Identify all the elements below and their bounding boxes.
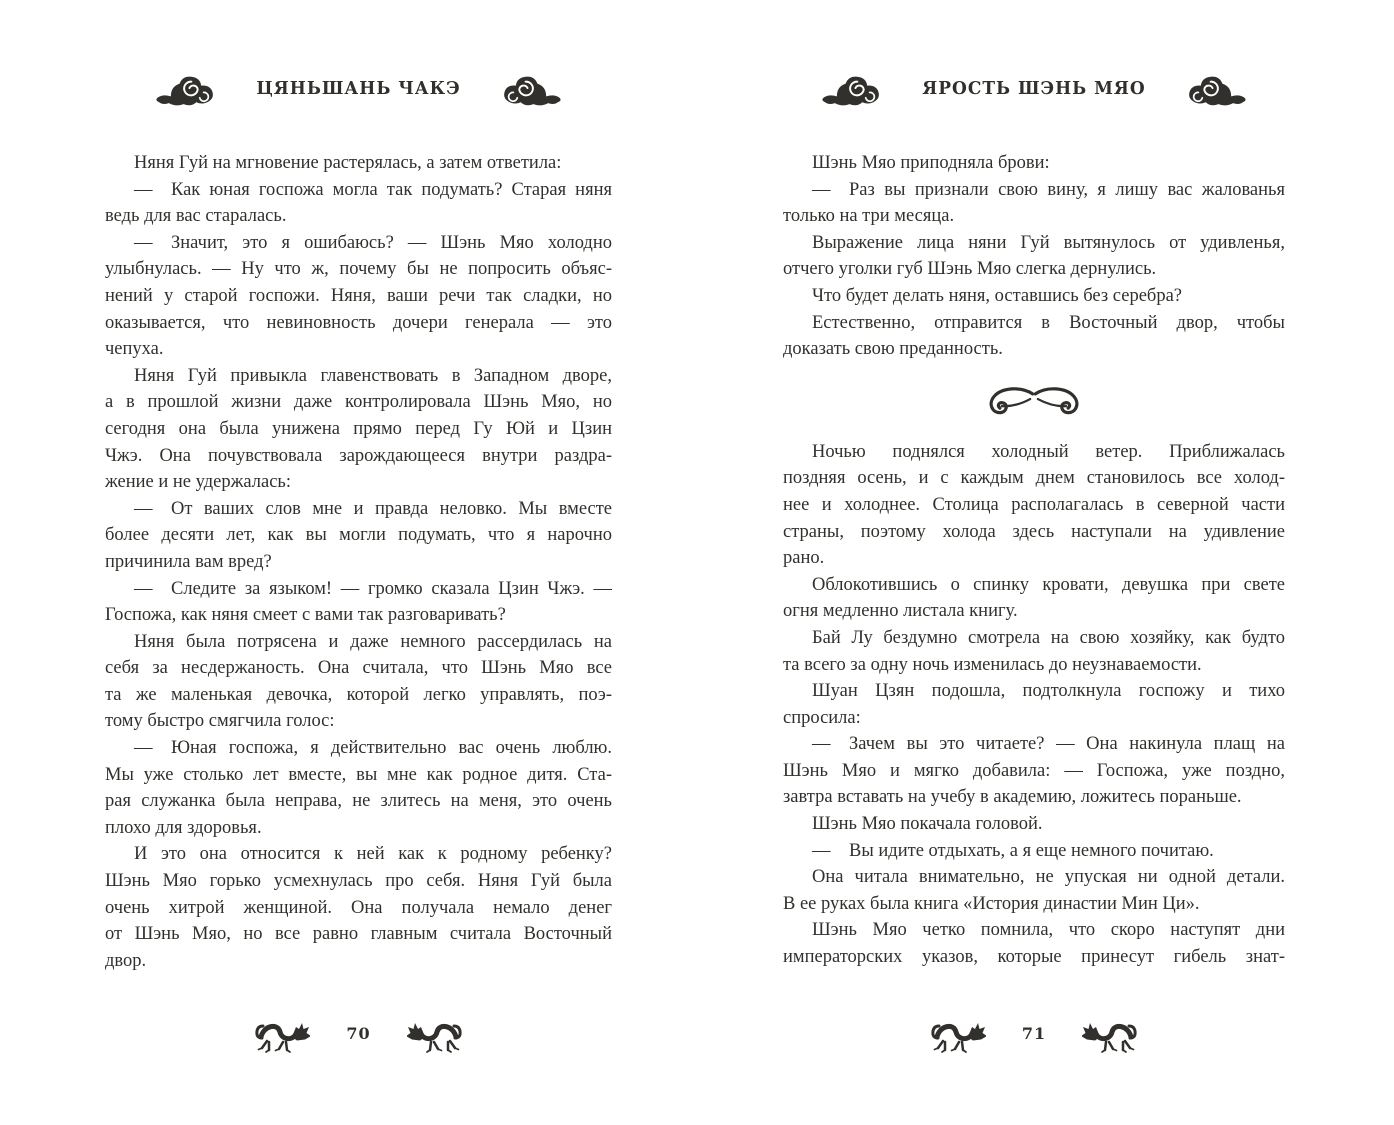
text-line: ведь для вас старалась. bbox=[105, 206, 287, 227]
paragraph bbox=[105, 841, 612, 974]
text-line: Шэнь Мяо горько усмехнулась про себя. Няня Гуй была bbox=[105, 871, 612, 892]
text-line: — Как юная госпожа могла так подумать? Старая няня bbox=[134, 179, 612, 200]
text-line: чепуха. bbox=[105, 339, 164, 360]
paragraph bbox=[783, 838, 1285, 865]
paragraph bbox=[783, 731, 1285, 811]
text-line: плохо для здоровья. bbox=[105, 817, 262, 838]
text-line: жение и не удержалась: bbox=[105, 472, 291, 493]
paragraph bbox=[105, 177, 612, 230]
text-line: Бай Лу бездумно смотрела на свою хозяйку, как будто bbox=[812, 627, 1285, 648]
cloud-ornament-icon bbox=[1184, 67, 1248, 111]
text-line: — Вы идите отдыхать, а я еще немного почитаю. bbox=[812, 840, 1214, 861]
text-line: себя за несдержаность. Она считала, что Шэнь Мяо все bbox=[105, 658, 612, 679]
text-line: от Шэнь Мяо, но все равно главным считала Восточный bbox=[105, 924, 612, 945]
text-line: тому быстро смягчила голос: bbox=[105, 711, 335, 732]
paragraph bbox=[105, 150, 612, 177]
cloud-ornament-icon bbox=[154, 67, 218, 111]
text-line: завтра вставать на учебу в академию, ложитесь пораньше. bbox=[783, 787, 1242, 808]
page-left bbox=[105, 0, 612, 1125]
text-line: страны, поэтому холода здесь наступали на удивление bbox=[783, 521, 1285, 542]
text-line: оказывается, что невиновность дочери генерала — это bbox=[105, 312, 612, 333]
paragraph bbox=[783, 864, 1285, 917]
paragraph bbox=[783, 177, 1285, 230]
text-line: двор. bbox=[105, 950, 147, 971]
text-line: — Юная госпожа, я действительно вас очень люблю. bbox=[134, 738, 612, 759]
text-line: — Значит, это я ошибаюсь? — Шэнь Мяо холодно bbox=[134, 232, 612, 253]
page-right-text-bottom bbox=[783, 439, 1285, 971]
text-line: Шэнь Мяо покачала головой. bbox=[812, 814, 1043, 835]
text-line: Няня Гуй привыкла главенствовать в Западном дворе, bbox=[134, 365, 612, 386]
text-line: Ночью поднялся холодный ветер. Приближалась bbox=[812, 441, 1285, 462]
page-left-text bbox=[105, 150, 612, 974]
paragraph bbox=[783, 572, 1285, 625]
paragraph bbox=[105, 576, 612, 629]
paragraph bbox=[105, 629, 612, 735]
text-line: Шуан Цзян подошла, подтолкнула госпожу и тихо bbox=[812, 681, 1285, 702]
text-line: Шэнь Мяо четко помнила, что скоро наступят дни bbox=[812, 920, 1285, 941]
text-line: а в прошлой жизни даже контролировала Шэнь Мяо, но bbox=[105, 392, 612, 413]
text-line: Она читала внимательно, не упуская ни одной детали. bbox=[812, 867, 1285, 888]
page-right bbox=[783, 0, 1285, 1125]
cloud-ornament-icon bbox=[820, 67, 884, 111]
paragraph bbox=[783, 310, 1285, 363]
page-right-text-top bbox=[783, 150, 1285, 363]
section-divider bbox=[783, 363, 1285, 439]
page-right-header bbox=[783, 64, 1285, 114]
text-line: — От ваших слов мне и правда неловко. Мы вместе bbox=[134, 498, 612, 519]
paragraph bbox=[783, 917, 1285, 970]
text-line: доказать свою преданность. bbox=[783, 339, 1003, 360]
text-line: Шэнь Мяо приподняла брови: bbox=[812, 153, 1050, 173]
paragraph bbox=[783, 678, 1285, 731]
text-line: Няня Гуй на мгновение растерялась, а затем ответила: bbox=[134, 153, 562, 173]
page-number-left: 70 bbox=[346, 1023, 371, 1043]
text-line: Что будет делать няня, оставшись без серебра? bbox=[812, 285, 1182, 306]
text-line: Госпожа, как няня смеет с вами так разговаривать? bbox=[105, 605, 506, 626]
running-head-right: ЯРОСТЬ ШЭНЬ МЯО bbox=[922, 78, 1146, 100]
text-line: улыбнулась. — Ну что ж, почему бы не попросить объяс- bbox=[105, 259, 612, 280]
text-line: огня медленно листала книгу. bbox=[783, 601, 1018, 622]
text-line: причинила вам вред? bbox=[105, 551, 272, 572]
page-right-footer bbox=[783, 1004, 1285, 1062]
text-line: та же маленькая девочка, которой легко управлять, поэ- bbox=[105, 684, 612, 705]
paragraph bbox=[783, 625, 1285, 678]
text-line: рано. bbox=[783, 548, 825, 569]
text-line: очень хитрой женщиной. Она получала немало денег bbox=[105, 897, 612, 918]
text-line: И это она относится к ней как к родному ребенку? bbox=[134, 844, 612, 865]
paragraph bbox=[783, 150, 1285, 177]
paragraph bbox=[105, 363, 612, 496]
text-line: Облокотившись о спинку кровати, девушка при свете bbox=[812, 574, 1285, 595]
text-line: поздняя осень, и с каждым днем становилось все холод- bbox=[783, 468, 1285, 489]
paragraph bbox=[105, 735, 612, 841]
text-line: нений у старой госпожи. Няня, ваши речи так сладки, но bbox=[105, 285, 612, 306]
paragraph bbox=[783, 230, 1285, 283]
paragraph bbox=[783, 811, 1285, 838]
text-line: — Зачем вы это читаете? — Она накинула плащ на bbox=[812, 734, 1285, 755]
dragon-ornament-icon bbox=[407, 1012, 463, 1055]
dragon-ornament-icon bbox=[930, 1012, 986, 1055]
text-line: более десяти лет, как вы могли подумать, что я нарочно bbox=[105, 525, 612, 546]
dragon-ornament-icon bbox=[254, 1012, 310, 1055]
page-right-text bbox=[783, 150, 1285, 971]
text-line: Чжэ. Она почувствовала зарождающееся внутри раздра- bbox=[105, 445, 612, 466]
page-left-footer bbox=[105, 1004, 612, 1062]
text-line: — Раз вы признали свою вину, я лишу вас жалованья bbox=[812, 179, 1285, 200]
paragraph bbox=[783, 439, 1285, 572]
text-line: Няня была потрясена и даже немного рассердилась на bbox=[134, 631, 612, 652]
text-line: сегодня она была унижена прямо перед Гу Юй и Цзин bbox=[105, 418, 612, 439]
text-line: рая служанка была неправа, не злитесь на меня, это очень bbox=[105, 791, 612, 812]
text-line: нее и холоднее. Столица располагалась в северной части bbox=[783, 494, 1285, 515]
paragraph bbox=[783, 283, 1285, 310]
text-line: Естественно, отправится в Восточный двор, чтобы bbox=[812, 312, 1285, 333]
text-line: — Следите за языком! — громко сказала Цзин Чжэ. — bbox=[134, 578, 612, 599]
text-line: отчего уголки губ Шэнь Мяо слегка дернулись. bbox=[783, 259, 1157, 280]
text-line: спросила: bbox=[783, 707, 861, 728]
running-head-left: ЦЯНЬШАНЬ ЧАКЭ bbox=[256, 78, 461, 100]
text-line: Мы уже столько лет вместе, вы мне как родное дитя. Ста- bbox=[105, 764, 612, 785]
page-number-right: 71 bbox=[1021, 1023, 1047, 1043]
paragraph bbox=[105, 496, 612, 576]
dragon-ornament-icon bbox=[1082, 1012, 1138, 1055]
text-line: Шэнь Мяо и мягко добавила: — Госпожа, уже поздно, bbox=[783, 760, 1285, 781]
text-line: Выражение лица няни Гуй вытянулось от удивленья, bbox=[812, 232, 1285, 253]
page-left-header bbox=[105, 64, 612, 114]
cloud-ornament-icon bbox=[499, 67, 563, 111]
text-line: та всего за одну ночь изменилась до неузнаваемости. bbox=[783, 654, 1202, 675]
scroll-divider-icon bbox=[976, 384, 1092, 418]
text-line: В ее руках была книга «История династии Мин Ци». bbox=[783, 893, 1200, 914]
paragraph bbox=[105, 230, 612, 363]
text-line: только на три месяца. bbox=[783, 206, 955, 227]
text-line: императорских указов, которые принесут гибель знат- bbox=[783, 947, 1285, 968]
